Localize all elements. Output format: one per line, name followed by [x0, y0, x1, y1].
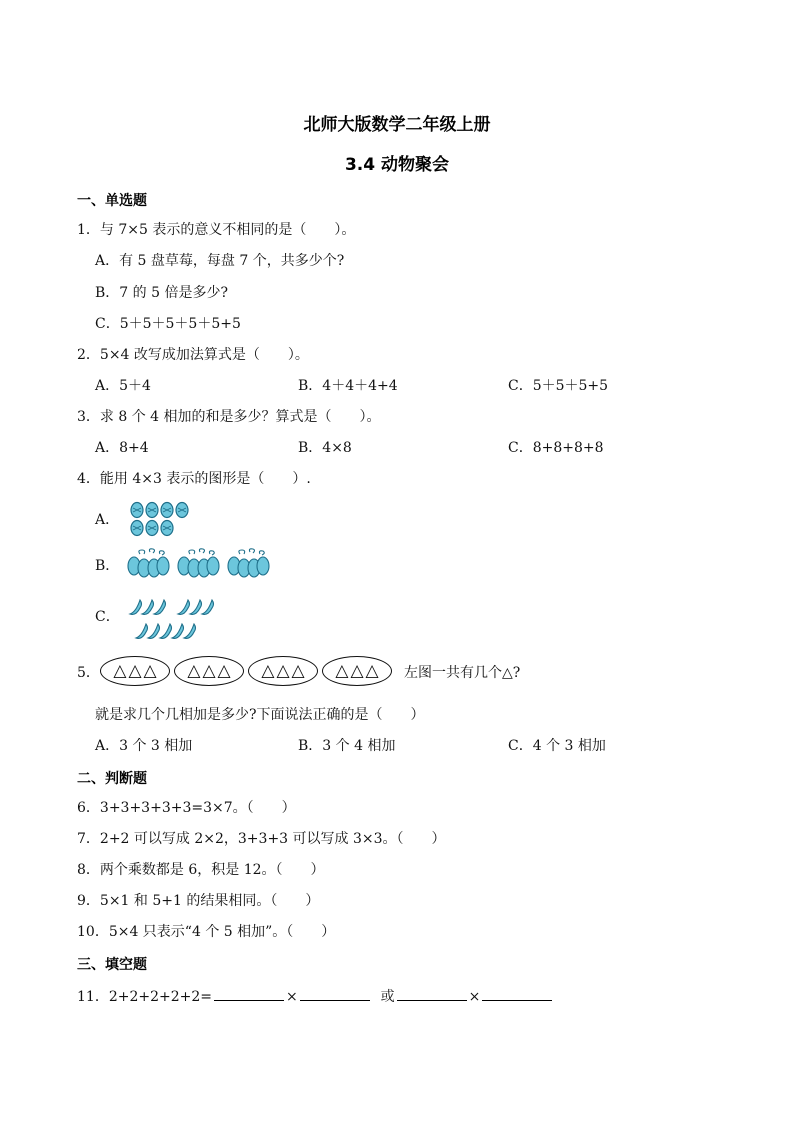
q1-stem: 1．与 7×5 表示的意义不相同的是（ ）。 — [77, 222, 356, 238]
judge-item: 10．5×4 只表示“4 个 5 相加”。（ ） — [77, 924, 336, 940]
triangle-group — [248, 656, 318, 686]
section-true-false: 二、判断题 — [77, 771, 147, 787]
q2-option-b: B．4＋4＋4+4 — [298, 378, 398, 394]
worksheet-title: 北师大版数学二年级上册 — [303, 115, 491, 135]
worksheet-subtitle: 3.4 动物聚会 — [344, 155, 450, 175]
triangle-glyph: △ — [128, 661, 144, 681]
judge-item: 7．2+2 可以写成 2×2，3+3+3 可以写成 3×3。（ ） — [77, 831, 446, 847]
fruit-bunches-image — [126, 548, 272, 580]
triangle-group — [174, 656, 244, 686]
judge-item: 8．两个乘数都是 6，积是 12。（ ） — [77, 862, 325, 878]
triangle-group — [100, 656, 170, 686]
q3-option-b: B．4×8 — [298, 440, 352, 456]
q2-stem: 2．5×4 改写成加法算式是（ ）。 — [77, 347, 309, 363]
judge-item: 9．5×1 和 5+1 的结果相同。（ ） — [77, 893, 320, 909]
peppers-image — [126, 596, 222, 642]
section-fill-blank: 三、填空题 — [77, 957, 147, 973]
q4-option-c: C． — [95, 609, 120, 625]
triangle-glyph: △ — [335, 661, 351, 681]
q1-option-c: C．5＋5＋5＋5＋5+5 — [95, 316, 241, 332]
answer-blank[interactable] — [214, 985, 284, 1001]
q4-option-b: B． — [95, 558, 120, 574]
triangle-glyph: △ — [113, 661, 129, 681]
triangle-groups — [100, 656, 392, 686]
or-text: 或 — [380, 989, 395, 1005]
triangle-glyph: △ — [143, 661, 157, 681]
judge-item: 6．3+3+3+3+3=3×7。（ ） — [77, 800, 296, 816]
section-single-choice: 一、单选题 — [77, 193, 147, 209]
triangle-glyph: △ — [217, 661, 231, 681]
answer-blank[interactable] — [482, 985, 552, 1001]
q2-option-a: A．5＋4 — [95, 378, 151, 394]
q3-option-c: C．8+8+8+8 — [508, 440, 604, 456]
q5-stem: 就是求几个几相加是多少?下面说法正确的是（ ） — [95, 707, 425, 723]
q5-option-c: C．4 个 3 相加 — [508, 738, 606, 754]
q2-option-c: C．5＋5＋5+5 — [508, 378, 609, 394]
q3-option-a: A．8+4 — [95, 440, 149, 456]
answer-blank[interactable] — [300, 985, 370, 1001]
times-sign: × — [468, 989, 481, 1005]
strawberries-image — [128, 500, 192, 538]
q4-stem: 4．能用 4×3 表示的图形是（ ）. — [77, 471, 311, 487]
q1-option-b: B．7 的 5 倍是多少? — [95, 285, 228, 301]
fill-item-11 — [77, 985, 554, 1007]
answer-blank[interactable] — [397, 985, 467, 1001]
q5-option-b: B．3 个 4 相加 — [298, 738, 396, 754]
triangle-glyph: △ — [365, 661, 379, 681]
triangle-glyph: △ — [350, 661, 366, 681]
triangle-group — [322, 656, 392, 686]
triangle-glyph: △ — [261, 661, 277, 681]
triangle-glyph: △ — [202, 661, 218, 681]
triangle-glyph: △ — [291, 661, 305, 681]
triangle-glyph: △ — [276, 661, 292, 681]
q3-stem: 3．求 8 个 4 相加的和是多少？算式是（ ）。 — [77, 409, 381, 425]
q1-option-a: A．有 5 盘草莓，每盘 7 个，共多少个? — [95, 253, 345, 269]
q5-ask: 左图一共有几个△? — [404, 665, 521, 681]
fill-expression: 2+2+2+2+2= — [108, 989, 213, 1005]
q4-option-a: A． — [95, 512, 120, 528]
fill-number: 11． — [77, 989, 109, 1005]
triangle-glyph: △ — [187, 661, 203, 681]
q5-option-a: A．3 个 3 相加 — [95, 738, 193, 754]
times-sign: × — [286, 989, 298, 1005]
q5-number: 5． — [77, 665, 100, 681]
